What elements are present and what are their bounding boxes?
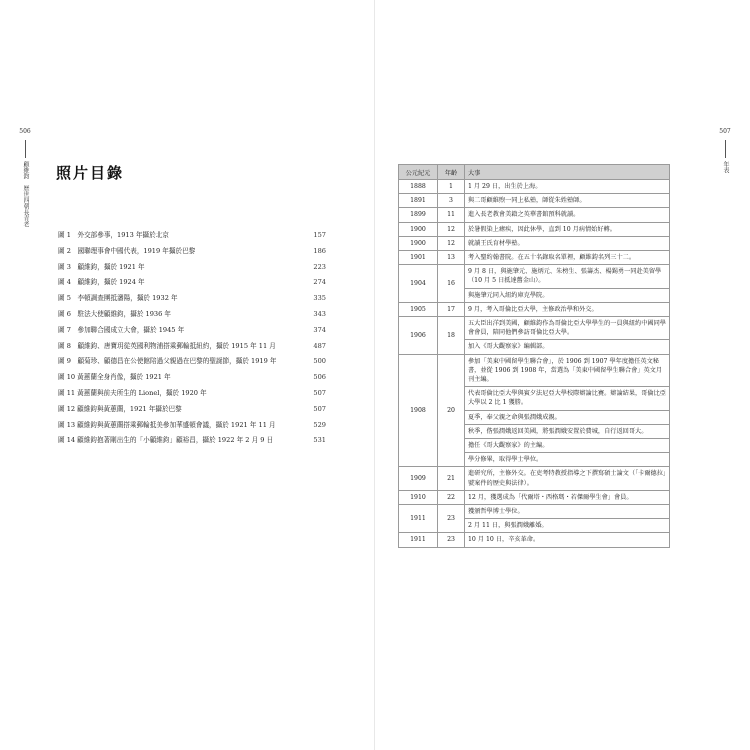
chronology-year: 1891 bbox=[399, 194, 438, 208]
photo-caption: 圖 1 外交部參事，1913 年攝於北京 bbox=[58, 231, 169, 239]
left-page-number: 506 bbox=[19, 128, 31, 135]
chronology-year: 1911 bbox=[399, 505, 438, 533]
photo-page-number: 335 bbox=[313, 294, 326, 303]
chronology-row bbox=[399, 533, 670, 547]
chronology-age: 23 bbox=[438, 505, 465, 533]
chronology-row bbox=[399, 317, 670, 340]
chronology-age: 11 bbox=[438, 208, 465, 222]
photo-list bbox=[58, 228, 326, 449]
chronology-row bbox=[399, 467, 670, 490]
right-running-head-title: 年表 bbox=[722, 161, 729, 173]
photo-page-number: 374 bbox=[313, 325, 326, 334]
chronology-event: 與施肇元同入紐約庫克學院。 bbox=[465, 288, 670, 302]
header-age: 年齡 bbox=[438, 165, 465, 180]
photo-caption: 圖 10 黃蕙蘭全身肖像，攝於 1921 年 bbox=[58, 373, 171, 382]
chronology-age: 21 bbox=[438, 467, 465, 490]
photo-list-item bbox=[58, 402, 326, 418]
chronology-event: 與二哥顧維煦一同上私塾，師從朱姓塾師。 bbox=[465, 194, 670, 208]
chronology-row bbox=[399, 490, 670, 504]
chronology-event: 10 月 10 日，辛亥革命。 bbox=[465, 533, 670, 547]
photo-page-number: 507 bbox=[313, 388, 326, 397]
chronology-event: 進入長老教會美籍之英華書館預科就讀。 bbox=[465, 208, 670, 222]
chronology-year: 1908 bbox=[399, 354, 438, 467]
photo-caption: 圖 7 參加聯合國成立大會，攝於 1945 年 bbox=[58, 325, 185, 334]
chronology-age: 18 bbox=[438, 317, 465, 355]
photo-list-item bbox=[58, 260, 326, 276]
chronology-year: 1900 bbox=[399, 236, 438, 250]
chronology-header-row bbox=[399, 165, 670, 180]
photo-list-item bbox=[58, 244, 326, 260]
photo-page-number: 487 bbox=[313, 341, 326, 350]
chronology-age: 3 bbox=[438, 194, 465, 208]
chronology-row bbox=[399, 194, 670, 208]
chronology-year: 1900 bbox=[399, 222, 438, 236]
chronology-age: 22 bbox=[438, 490, 465, 504]
chronology-age: 23 bbox=[438, 533, 465, 547]
photo-list-item bbox=[58, 354, 326, 370]
header-year: 公元紀元 bbox=[399, 165, 438, 180]
photo-caption: 圖 13 顧維鈞與黃蕙蘭搭乘郵輪抵美參加華盛頓會議，攝於 1921 年 11 月 bbox=[58, 420, 276, 429]
photo-caption: 圖 3 顧維鈞，攝於 1921 年 bbox=[58, 262, 145, 271]
photo-list-item bbox=[58, 386, 326, 402]
chronology-year: 1905 bbox=[399, 302, 438, 316]
photo-caption: 圖 5 李頓調查團抵瀋陽，攝於 1932 年 bbox=[58, 294, 178, 303]
photo-list-item bbox=[58, 370, 326, 386]
chronology-event: 進研究所，主修外交。在吏考特教授指導之下撰寫碩士論文（「卡爾德拉」號案件的歷史與法律）。 bbox=[465, 467, 670, 490]
left-running-head-subtitle: 歷世四朝長青老 bbox=[22, 185, 29, 227]
chronology-event: 2 月 11 日，與張潤娥離婚。 bbox=[465, 519, 670, 533]
photo-page-number: 506 bbox=[313, 373, 326, 382]
header-event: 大事 bbox=[465, 165, 670, 180]
chronology-event: 1 月 29 日，出生於上海。 bbox=[465, 180, 670, 194]
photo-list-item bbox=[58, 323, 326, 339]
photo-page-number: 274 bbox=[313, 278, 326, 287]
photo-list-item bbox=[58, 433, 326, 449]
chronology-event: 夏季，奉父親之命與張潤娥成親。 bbox=[465, 410, 670, 424]
chronology-event: 獲頒哲學博士學位。 bbox=[465, 505, 670, 519]
chronology-row bbox=[399, 208, 670, 222]
photo-page-number: 529 bbox=[313, 420, 326, 429]
chronology-year: 1888 bbox=[399, 180, 438, 194]
right-page-number: 507 bbox=[719, 128, 731, 135]
chronology-row bbox=[399, 236, 670, 250]
chronology-event: 9 月 8 日，與施肇元、施炳元、朱榜生、張籌杰、楊錫勇一同赴美留學（10 月 5 日抵達舊金山）。 bbox=[465, 265, 670, 288]
right-running-head bbox=[718, 128, 732, 173]
chronology-year: 1904 bbox=[399, 265, 438, 303]
chronology-age: 12 bbox=[438, 236, 465, 250]
photo-page-number: 531 bbox=[313, 436, 326, 445]
chronology-age: 13 bbox=[438, 251, 465, 265]
chronology-year: 1901 bbox=[399, 251, 438, 265]
chronology-event: 考入聖約翰書院。在五十名錄取名單裡，顧維鈞名列三十二。 bbox=[465, 251, 670, 265]
chronology-event: 加入《哥大觀察家》編輯部。 bbox=[465, 340, 670, 354]
photo-list-item bbox=[58, 339, 326, 355]
chronology-row bbox=[399, 180, 670, 194]
chronology-row bbox=[399, 265, 670, 288]
photo-caption: 圖 9 顧菊珍、顧德昌在公使館陪過父親過在巴黎的聖誕節，攝於 1919 年 bbox=[58, 357, 277, 366]
chronology-year: 1906 bbox=[399, 317, 438, 355]
running-head-rule bbox=[25, 140, 26, 158]
photo-list-item bbox=[58, 307, 326, 323]
photo-page-number: 343 bbox=[313, 309, 326, 318]
right-page bbox=[375, 0, 750, 750]
photo-caption: 圖 14 顧維鈞抱著剛出生的「小顧維鈞」顧裕昌，攝於 1922 年 2 月 9 日 bbox=[58, 436, 274, 445]
photo-caption: 圖 4 顧維鈞，攝於 1924 年 bbox=[58, 278, 145, 287]
chronology-event: 五大臣出洋到美國，顧維鈞作為哥倫比亞大學學生的一員與紐約中國同學會會員，陪同他們參訪哥倫比亞大學。 bbox=[465, 317, 670, 340]
photo-page-number: 500 bbox=[313, 357, 326, 366]
running-head-rule bbox=[725, 140, 726, 158]
photo-page-number: 507 bbox=[313, 404, 326, 413]
photo-caption: 圖 11 黃蕙蘭與前夫所生的 Lionel，攝於 1920 年 bbox=[58, 388, 207, 397]
chronology-event: 代表哥倫比亞大學與賓夕法尼亞大學校際辯論比賽。辯論結果，哥倫比亞大學以 2 比 1 獲勝。 bbox=[465, 387, 670, 410]
chronology-age: 1 bbox=[438, 180, 465, 194]
photo-page-number: 186 bbox=[313, 246, 326, 255]
chronology-event: 12 月，獲選成為「代爾塔・西格瑪・若傑爾學生會」會員。 bbox=[465, 490, 670, 504]
chronology-event: 擔任《哥大觀察家》的主編。 bbox=[465, 439, 670, 453]
chronology-year: 1910 bbox=[399, 490, 438, 504]
chronology-event: 秋季，偕張潤娥返回美國，將張潤娥安置於費城，自行返回哥大。 bbox=[465, 424, 670, 438]
chronology-event: 於暑假染上瘧疾，因此休學，直到 10 月病情始好轉。 bbox=[465, 222, 670, 236]
chronology-table bbox=[398, 164, 670, 548]
photo-page-number: 223 bbox=[313, 262, 326, 271]
photo-page-number: 157 bbox=[313, 231, 326, 239]
photo-list-item bbox=[58, 291, 326, 307]
chronology-age: 20 bbox=[438, 354, 465, 467]
chronology-age: 12 bbox=[438, 222, 465, 236]
photo-caption: 圖 2 國聯理事會中國代表，1919 年攝於巴黎 bbox=[58, 246, 196, 255]
chronology-year: 1909 bbox=[399, 467, 438, 490]
photo-list-item bbox=[58, 418, 326, 434]
chronology-year: 1911 bbox=[399, 533, 438, 547]
chronology-body bbox=[399, 180, 670, 548]
photo-list-title: 照片目錄 bbox=[56, 164, 125, 182]
photo-list-item bbox=[58, 275, 326, 291]
left-running-head-title: 顧維鈞 bbox=[22, 161, 29, 179]
chronology-event: 學分修畢，取得學士學位。 bbox=[465, 453, 670, 467]
chronology-row bbox=[399, 505, 670, 519]
photo-caption: 圖 6 駐法大使顧維鈞，攝於 1936 年 bbox=[58, 309, 171, 318]
left-running-head bbox=[18, 128, 32, 227]
chronology-event: 就讀王氏育材學塾。 bbox=[465, 236, 670, 250]
photo-caption: 圖 8 顧維鈞、唐寶玥從英國利物浦搭乘郵輪抵紐約，攝於 1915 年 11 月 bbox=[58, 341, 276, 350]
chronology-year: 1899 bbox=[399, 208, 438, 222]
chronology-row bbox=[399, 354, 670, 387]
chronology-event: 9 月，考入哥倫比亞大學，主修政治學和外交。 bbox=[465, 302, 670, 316]
chronology-age: 16 bbox=[438, 265, 465, 303]
chronology-row bbox=[399, 302, 670, 316]
chronology-row bbox=[399, 222, 670, 236]
photo-caption: 圖 12 顧維鈞與黃蕙蘭，1921 年攝於巴黎 bbox=[58, 404, 182, 413]
photo-list-item bbox=[58, 228, 326, 244]
chronology-row bbox=[399, 251, 670, 265]
chronology-age: 17 bbox=[438, 302, 465, 316]
chronology-event: 參加「美東中國留學生聯合會」，於 1906 到 1907 學年度擔任英文秘書，並從 1906 到 1908 年，當選為「美東中國留學生聯合會」英文月刊主編。 bbox=[465, 354, 670, 387]
